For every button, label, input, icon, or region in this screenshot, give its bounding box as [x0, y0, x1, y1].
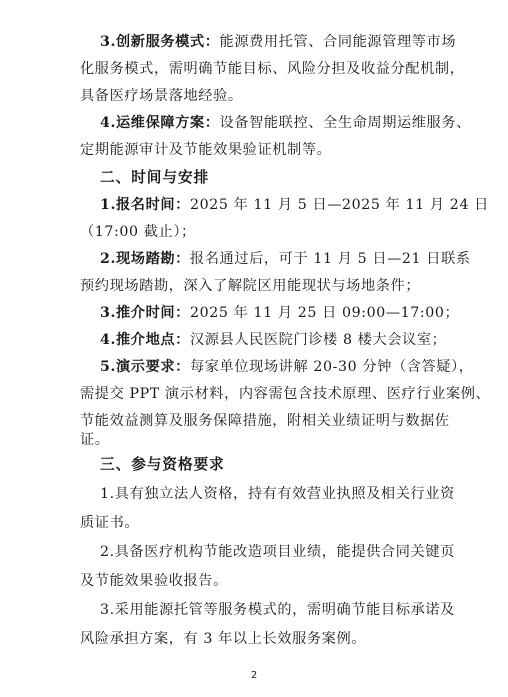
- qualification-item-1-line-1: 1.具有独立法人资格，持有有效营业执照及相关行业资: [100, 486, 455, 502]
- schedule-item-4-text: 汉源县人民医院门诊楼 8 楼大会议室；: [189, 332, 447, 348]
- schedule-item-1-text: 2025 年 11 月 5 日—2025 年 11 月 24 日: [189, 197, 489, 213]
- paragraph-4-line-2: 定期能源审计及节能效果验证机制等。: [80, 142, 332, 158]
- schedule-item-5-line-4: 证。: [80, 432, 110, 448]
- paragraph-3-line-3: 具备医疗场景落地经验。: [80, 88, 243, 104]
- schedule-item-5-text: 每家单位现场讲解 20-30 分钟（含答疑），: [189, 359, 474, 375]
- schedule-item-3-text: 2025 年 11 月 25 日 09:00—17:00；: [189, 305, 460, 321]
- qualification-item-3-line-1: 3.采用能源托管等服务模式的，需明确节能目标承诺及: [100, 602, 455, 618]
- schedule-item-2-text: 报名通过后，可于 11 月 5 日—21 日联系: [189, 251, 471, 267]
- schedule-item-1-line-2: （17:00 截止）；: [80, 224, 196, 240]
- schedule-item-5-line-1: [100, 357, 474, 377]
- schedule-item-2-line-1: [100, 249, 471, 269]
- schedule-item-3-label: 3.推介时间：: [100, 305, 190, 321]
- paragraph-4-label: 4.运维保障方案：: [100, 115, 220, 131]
- paragraph-3-text: 能源费用托管、合同能源管理等市场: [219, 34, 457, 50]
- paragraph-3-label: 3.创新服务模式：: [100, 34, 220, 50]
- schedule-item-3-line-1: [100, 303, 459, 323]
- schedule-item-5-line-3: 节能效益测算及服务保障措施，附相关业绩证明与数据佐: [80, 413, 450, 429]
- section-3-heading: 三、参与资格要求: [100, 456, 225, 473]
- schedule-item-5-line-2: 需提交 PPT 演示材料，内容需包含技术原理、医疗行业案例、: [80, 386, 491, 402]
- schedule-item-4-line-1: [100, 330, 446, 350]
- schedule-item-2-label: 2.现场踏勘：: [100, 251, 190, 267]
- schedule-item-4-label: 4.推介地点：: [100, 332, 190, 348]
- paragraph-4-line-1: [100, 113, 471, 133]
- schedule-item-2-line-2: 预约现场踏勘，深入了解院区用能现状与场地条件；: [80, 278, 421, 294]
- paragraph-3-line-1: [100, 32, 456, 52]
- paragraph-3-line-2: 化服务模式，需明确节能目标、风险分担及收益分配机制，: [80, 61, 465, 77]
- section-2-heading: 二、时间与安排: [100, 169, 210, 186]
- schedule-item-1-label: 1.报名时间：: [100, 197, 190, 213]
- page-number: 2: [250, 670, 258, 681]
- qualification-item-2-line-1: 2.具备医疗机构节能改造项目业绩，能提供合同关键页: [100, 544, 455, 560]
- qualification-item-2-line-2: 及节能效果验收报告。: [80, 573, 228, 589]
- qualification-item-1-line-2: 质证书。: [80, 515, 140, 531]
- paragraph-4-text: 设备智能联控、全生命周期运维服务、: [219, 115, 471, 131]
- schedule-item-1-line-1: [100, 195, 489, 215]
- schedule-item-5-label: 5.演示要求：: [100, 359, 190, 375]
- qualification-item-3-line-2: 风险承担方案，有 3 年以上长效服务案例。: [80, 631, 367, 647]
